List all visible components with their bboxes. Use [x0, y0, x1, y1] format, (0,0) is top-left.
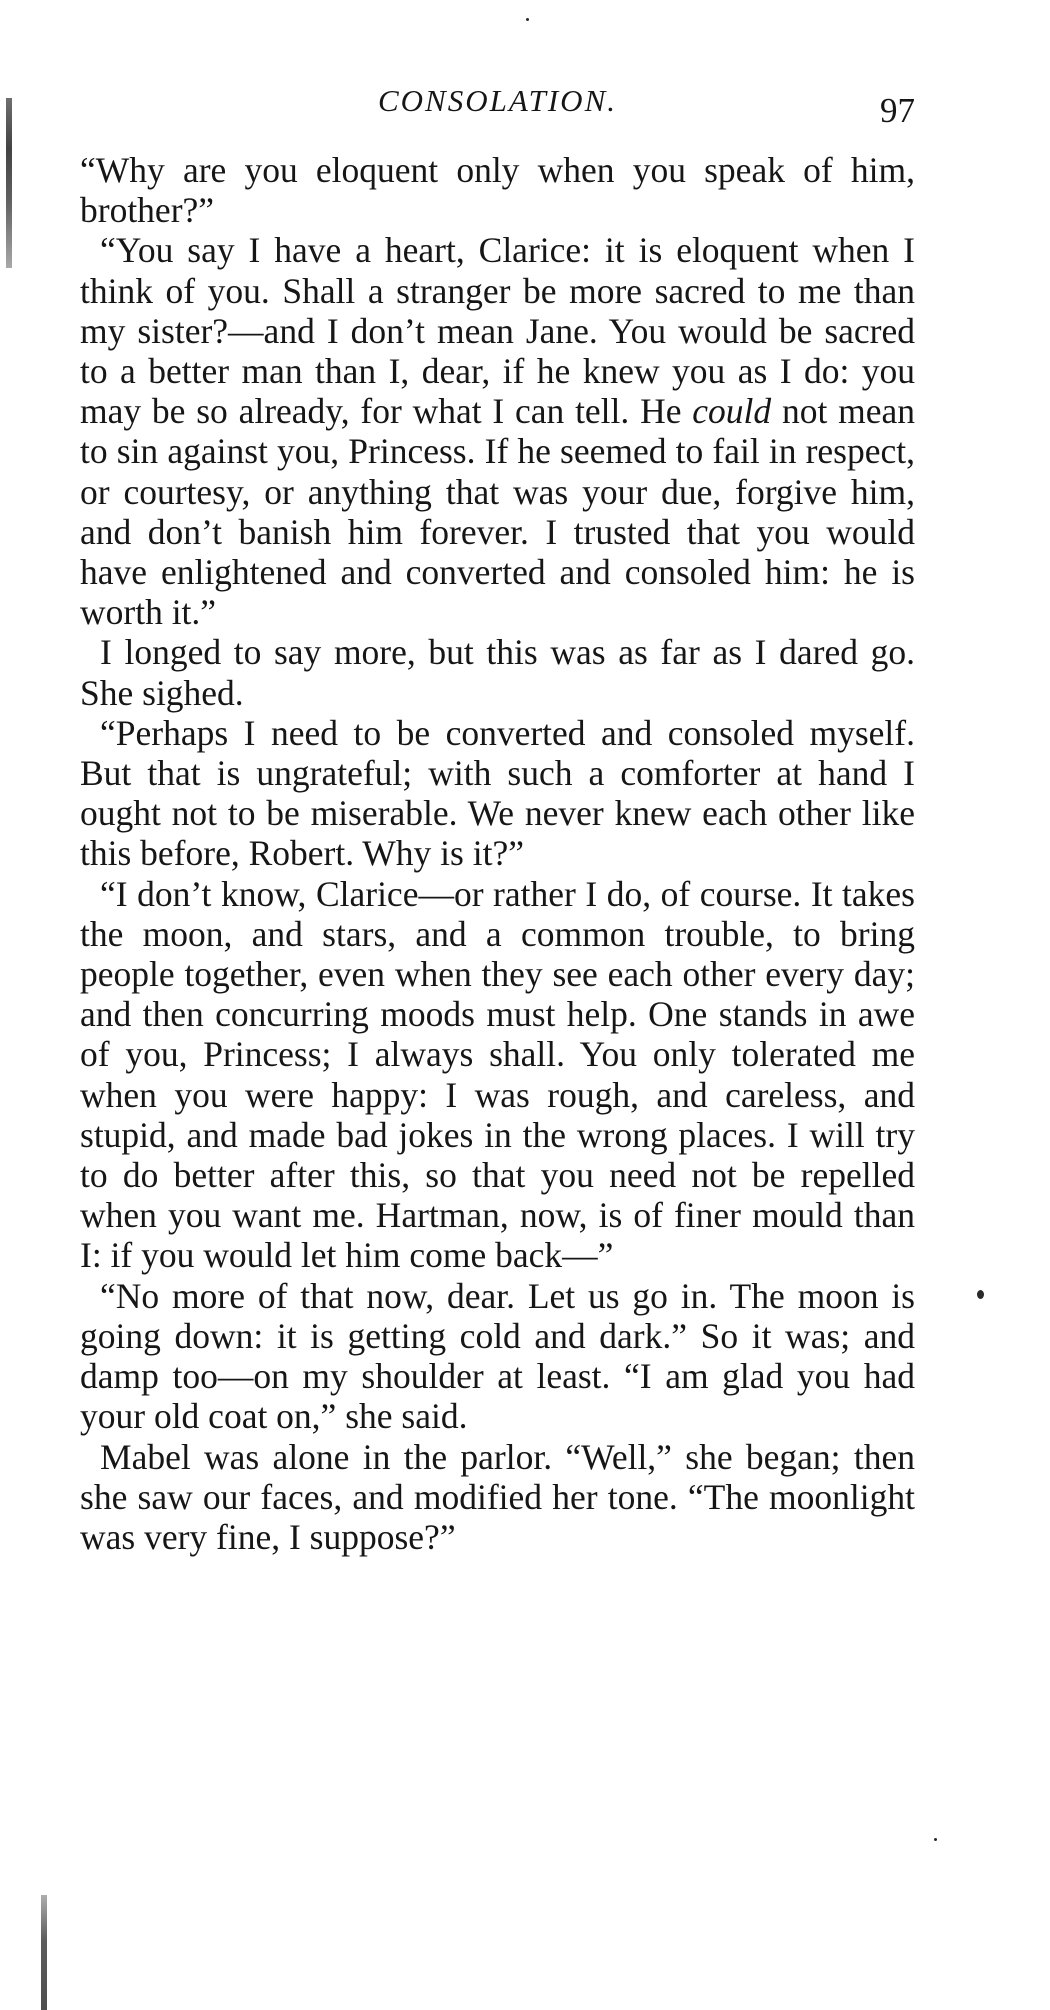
scan-speck [526, 18, 529, 21]
italic-text: could [692, 391, 772, 432]
scan-binding-shadow [41, 1895, 47, 2010]
paragraph [80, 1276, 915, 1437]
page-header [80, 83, 915, 133]
text-segment: “No more of that now, dear. Let us go in. The moon is going down: it is getting cold and dark.” So it was; and damp too—on my shoulder at least. “I am glad you had your old coat on,” she said. [80, 1275, 915, 1437]
text-segment: “Why are you eloquent only when you speak of him, brother?” [80, 150, 915, 231]
page-number: 97 [880, 91, 915, 130]
text-segment: not mean to sin against you, Princess. If he seemed to fail in respect, or courtesy, or anything that was your due, forgive him, and don’t banish him forever. I trusted that you would have enlightened and converted and consoled him: he is worth it.” [80, 391, 915, 633]
text-segment: Mabel was alone in the parlor. “Well,” she began; then she saw our faces, and modified her tone. “The moonlight was very fine, I suppose?” [80, 1436, 915, 1557]
scan-speck [934, 1838, 937, 1841]
paragraph [80, 713, 915, 874]
text-segment: “I don’t know, Clarice—or rather I do, of course. It takes the moon, and stars, and a common trouble, to bring people together, even when they see each other every day; and then concurring moods must help. One stands in awe of you, Princess; I always shall. You only tolerated me when you were happy: I was rough, and careless, and stupid, and made bad jokes in the wrong places. I will try to do better after this, so that you need not be repelled when you want me. Hartman, now, is of finer mould than I: if you would let him come back—” [80, 873, 915, 1276]
scan-speck [977, 1290, 984, 1299]
paragraph [80, 874, 915, 1276]
text-segment: I longed to say more, but this was as far as I dared go. She sighed. [80, 632, 915, 713]
paragraph [80, 150, 915, 230]
text-segment: “Perhaps I need to be converted and consoled myself. But that is ungrateful; with such a comforter at hand I ought not to be miserable. We never knew each other like this before, Robert. Why is it?” [80, 712, 915, 874]
running-title: CONSOLATION. [377, 83, 618, 118]
scan-binding-shadow [6, 98, 12, 268]
paragraph [80, 230, 915, 632]
paragraph [80, 1437, 915, 1558]
body-text [80, 150, 915, 1557]
paragraph [80, 632, 915, 712]
text-segment: “You say I have a heart, Clarice: it is eloquent when I think of you. Shall a stranger be more sacred to me than my sister?—and I don’t mean Jane. You would be sacred to a better man than I, dear, if he knew you as I do: you may be so already, for what I can tell. He [80, 230, 915, 432]
